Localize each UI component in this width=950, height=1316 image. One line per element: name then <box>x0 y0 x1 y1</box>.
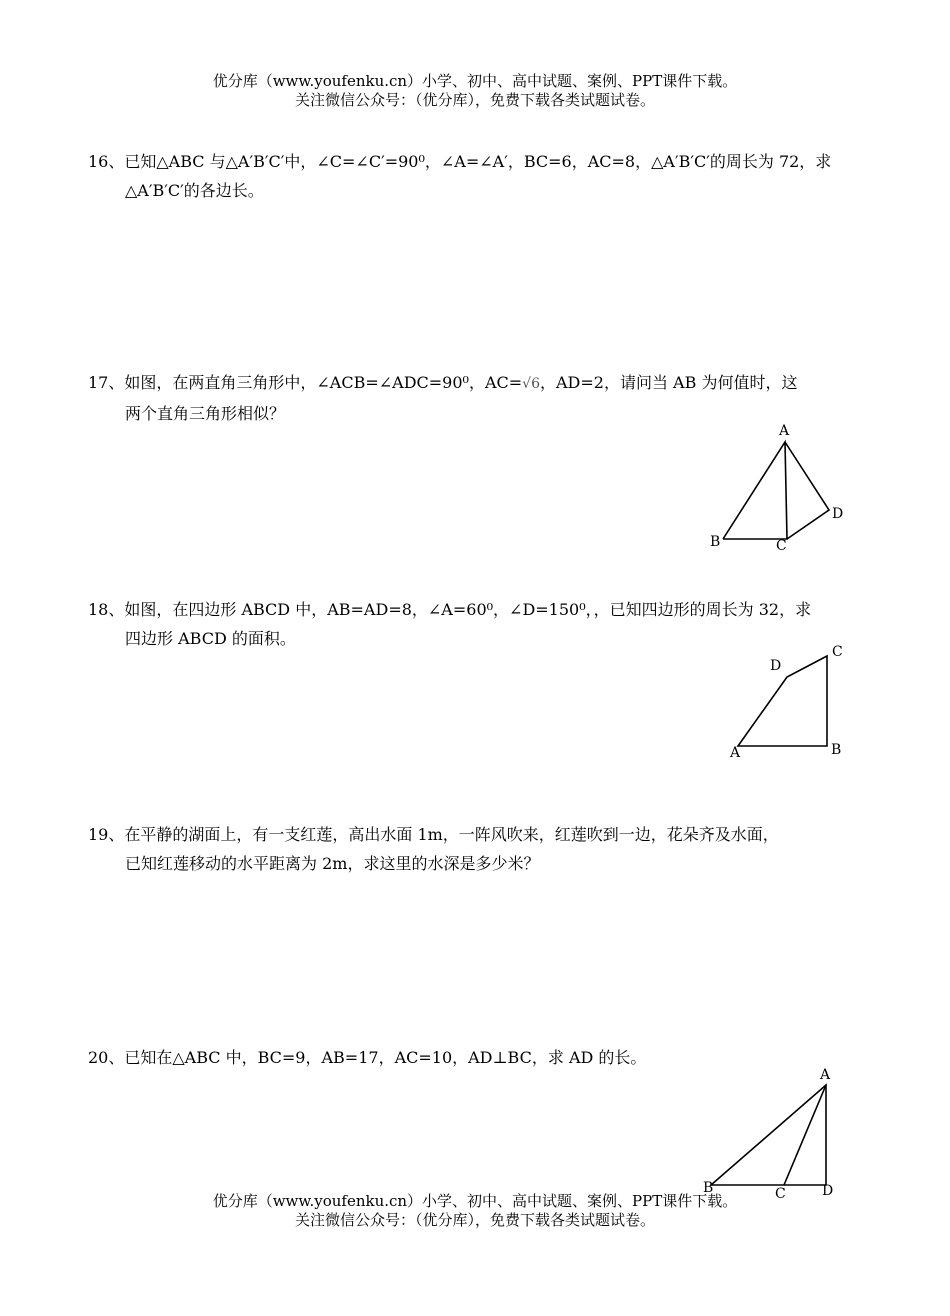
question-17-line-1b: ，AD=2，请问当 AB 为何值时，这 <box>539 373 798 392</box>
question-16-line-1: 16、已知△ABC 与△A′B′C′中，∠C=∠C′=90⁰，∠A=∠A′，BC=6，AC=8，△A′B′C′的周长为 72，求 <box>88 152 832 171</box>
label-c: C <box>832 644 843 660</box>
figure-17 <box>700 418 860 558</box>
question-18-line-2: 四边形 ABCD 的面积。 <box>125 629 296 648</box>
question-16-line-2: △A′B′C′的各边长。 <box>125 181 264 200</box>
label-b: B <box>703 1180 714 1196</box>
triangle-abd <box>711 1085 826 1185</box>
question-16 <box>88 147 866 205</box>
label-a: A <box>820 1067 831 1083</box>
page-footer <box>0 1192 950 1230</box>
question-17-line-1a: 17、如图，在两直角三角形中，∠ACB=∠ADC=90⁰，AC= <box>88 373 523 392</box>
triangle-acd <box>785 442 829 539</box>
label-d: D <box>832 506 844 522</box>
label-c: C <box>775 1186 786 1202</box>
label-d: D <box>770 658 782 674</box>
question-20-line-1: 20、已知在△ABC 中，BC=9，AB=17，AC=10，AD⊥BC，求 AD 的长。 <box>88 1048 647 1067</box>
label-b: B <box>831 742 842 758</box>
label-c: C <box>776 538 787 554</box>
question-18-line-1: 18、如图，在四边形 ABCD 中，AB=AD=8，∠A=60⁰，∠D=150⁰，，已知四边形的周长为 32，求 <box>88 600 812 619</box>
label-a: A <box>779 423 790 439</box>
label-d: D <box>822 1183 834 1199</box>
label-a: A <box>730 745 741 761</box>
question-19-line-1: 19、在平静的湖面上，有一支红莲，高出水面 1m，一阵风吹来，红莲吹到一边，花朵齐及水面， <box>88 825 779 844</box>
header-line-1: 优分库（www.youfenku.cn）小学、初中、高中试题、案例、PPT课件下载。 <box>212 72 738 90</box>
question-19-line-2: 已知红莲移动的水平距离为 2m，求这里的水深是多少米？ <box>125 854 540 873</box>
triangle-abc <box>723 442 787 539</box>
footer-line-2: 关注微信公众号：（优分库），免费下载各类试题试卷。 <box>294 1211 655 1229</box>
label-b: B <box>710 534 721 550</box>
footer-line-1: 优分库（www.youfenku.cn）小学、初中、高中试题、案例、PPT课件下载。 <box>212 1192 738 1210</box>
header-line-2: 关注微信公众号：（优分库），免费下载各类试题试卷。 <box>294 91 655 109</box>
figure-18 <box>720 640 860 765</box>
figure-20 <box>695 1062 845 1207</box>
page-header <box>0 72 950 110</box>
question-19 <box>88 820 866 878</box>
segment-ac <box>784 1085 826 1185</box>
sqrt-6: √6 <box>522 376 540 392</box>
quadrilateral-abcd <box>738 656 827 746</box>
question-17-line-2: 两个直角三角形相似？ <box>125 404 286 423</box>
